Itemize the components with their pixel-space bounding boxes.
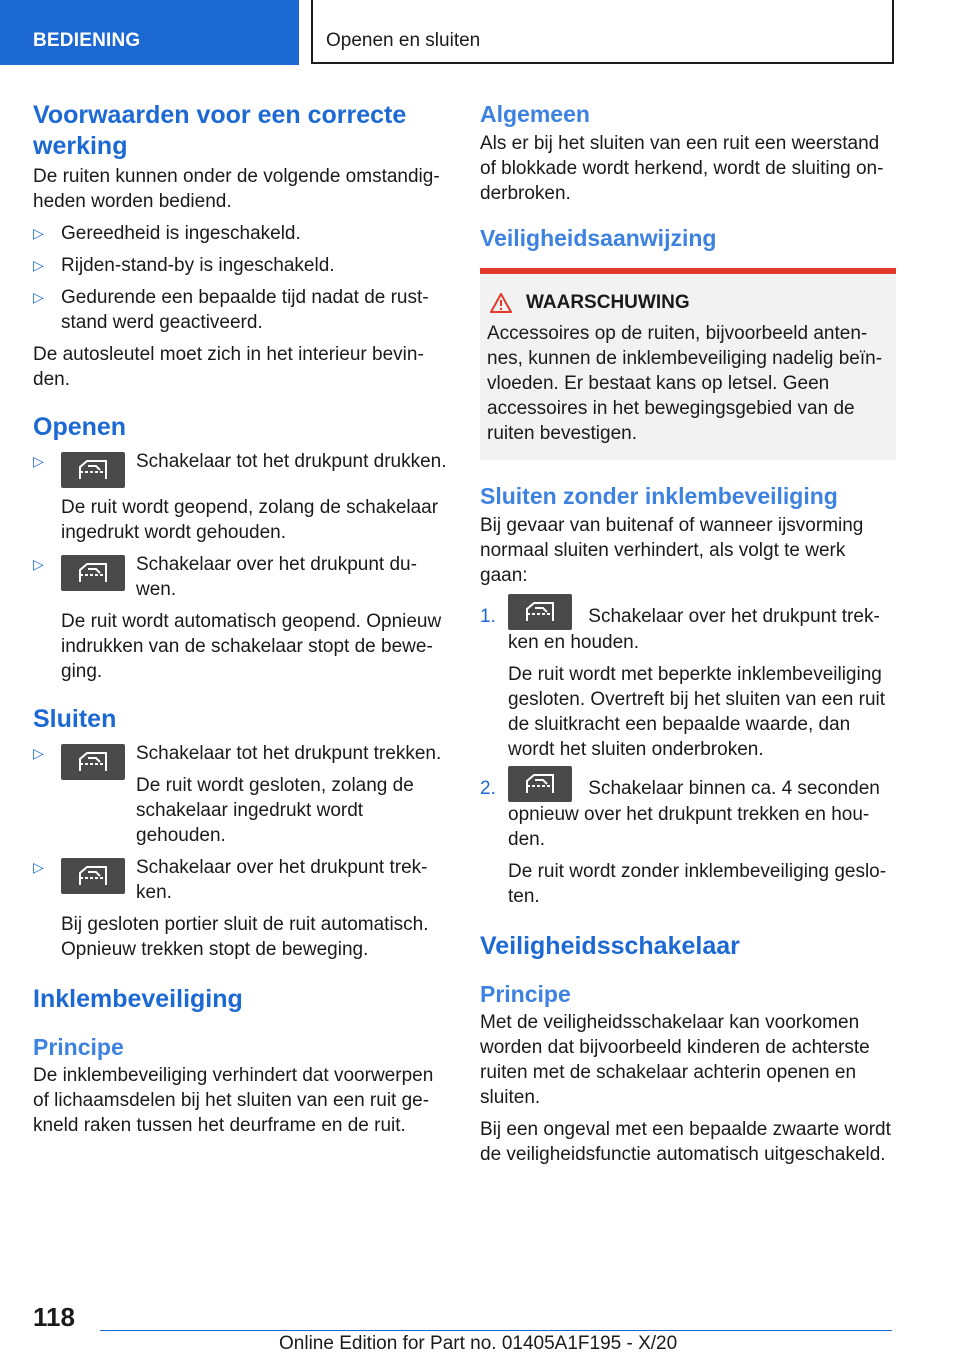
page-number: 118 (33, 1302, 75, 1332)
window-switch-icon (61, 858, 125, 894)
heading-algemeen: Algemeen (480, 101, 590, 127)
footer-edition: Online Edition for Part no. 01405A1F195 - X/20 (279, 1333, 678, 1354)
right-column (480, 100, 896, 1174)
warning-triangle-icon (490, 293, 512, 313)
button-label: Schakelaar over het drukpunt trekken. (136, 857, 428, 903)
list-item (33, 741, 449, 848)
section-title: Openen en sluiten (326, 30, 481, 51)
triangle-right-icon: ▷ (33, 225, 44, 241)
text-voorwaarden: De ruiten kunnen onder de volgende omstandigheden worden bediend. (33, 166, 440, 212)
window-switch-icon (61, 555, 125, 591)
sluiten-list (33, 741, 449, 962)
voorwaarden-list (33, 221, 449, 335)
footer-divider (100, 1330, 892, 1331)
text-autosleutel: De autosleutel moet zich in het interieur bevinden. (33, 344, 424, 390)
warning-text: Accessoires op de ruiten, bijvoorbeeld antennes, kunnen de inklembeveiliging nadelig beïnvloeden. Er bestaat kans op letsel. Geen accessoires in het bewegingsgebied van de ruiten bevestigen. (487, 323, 883, 444)
warning-box (480, 268, 896, 460)
step-number: 1. (480, 606, 496, 627)
heading-inklembeveiliging: Inklembeveiliging (33, 985, 243, 1013)
heading-voorwaarden: Voorwaarden voor een correcte werking (33, 101, 407, 160)
step-label: Schakelaar over het drukpunt trekken en houden. (508, 606, 880, 653)
button-label: Schakelaar tot het drukpunt drukken. (136, 451, 447, 472)
text-sluiten-zonder: Bij gevaar van buitenaf of wanneer ijsvorming normaal sluiten verhindert, als volgt te werk gaan: (480, 515, 864, 586)
list-item: ▷ Gereedheid is ingeschakeld. (33, 223, 301, 244)
heading-principe-2: Principe (480, 981, 571, 1007)
list-item (480, 776, 896, 909)
button-desc: De ruit wordt geopend, zolang de schakelaar ingedrukt wordt gehouden. (61, 497, 439, 543)
window-switch-icon (508, 766, 572, 802)
triangle-right-icon: ▷ (33, 859, 44, 875)
button-label: Schakelaar tot het drukpunt trekken. (136, 743, 442, 764)
section-header (311, 0, 894, 64)
step-desc: De ruit wordt zonder inklembeveiliging gesloten. (508, 861, 887, 907)
left-column (33, 100, 449, 1145)
step-label: Schakelaar binnen ca. 4 seconden opnieuw over het drukpunt trekken en houden. (508, 778, 880, 850)
chapter-label: BEDIENING (33, 30, 141, 51)
triangle-right-icon: ▷ (33, 257, 44, 273)
text-algemeen: Als er bij het sluiten van een ruit een weerstand of blokkade wordt herkend, wordt de sluiting onderbroken. (480, 133, 884, 204)
heading-sluiten-zonder: Sluiten zonder inklembeveiliging (480, 483, 838, 509)
warning-title: WAARSCHUWING (526, 292, 690, 313)
triangle-right-icon: ▷ (33, 453, 44, 469)
list-item (33, 552, 449, 684)
list-item: ▷ Gedurende een bepaalde tijd nadat de ruststand werd geactiveerd. (33, 287, 429, 333)
window-switch-icon (508, 594, 572, 630)
list-item (33, 449, 449, 545)
window-switch-icon (61, 452, 125, 488)
triangle-right-icon: ▷ (33, 745, 44, 761)
button-label: Schakelaar over het drukpunt duwen. (136, 554, 417, 600)
chapter-tab (0, 0, 299, 65)
heading-openen: Openen (33, 413, 127, 441)
text-principe-2a: Met de veiligheidsschakelaar kan voorkomen worden dat bijvoorbeeld kinderen de achterste ruiten met de schakelaar achterin openen en sluiten. (480, 1012, 870, 1108)
heading-veiligheidsschakelaar: Veiligheidsschakelaar (480, 932, 740, 960)
triangle-right-icon: ▷ (33, 289, 44, 305)
window-switch-icon (61, 744, 125, 780)
text-principe: De inklembeveiliging verhindert dat voorwerpen of lichaamsdelen bij het sluiten van een ruit gekneld raken tussen het deurframe en de ruit. (33, 1065, 434, 1136)
button-desc: De ruit wordt gesloten, zolang de schakelaar ingedrukt wordt gehouden. (136, 775, 414, 846)
step-number: 2. (480, 778, 496, 799)
heading-veiligheidsaanwijzing: Veiligheidsaanwijzing (480, 225, 717, 251)
list-item (33, 855, 449, 962)
button-desc: Bij gesloten portier sluit de ruit automatisch. Opnieuw trekken stopt de beweging. (61, 914, 429, 960)
list-item (480, 604, 896, 762)
steps-list (480, 604, 896, 909)
openen-list (33, 449, 449, 684)
heading-sluiten: Sluiten (33, 705, 117, 733)
button-desc: De ruit wordt automatisch geopend. Opnieuw indrukken van de schakelaar stopt de beweging. (61, 611, 442, 682)
text-principe-2b: Bij een ongeval met een bepaalde zwaarte wordt de veiligheidsfunctie automatisch uitgeschakeld. (480, 1119, 891, 1165)
step-desc: De ruit wordt met beperkte inklembeveiliging gesloten. Overtreft bij het sluiten van een ruit de sluitkracht een bepaalde waarde, dan wordt het sluiten onderbroken. (508, 664, 886, 760)
list-item: ▷ Rijden-stand-by is ingeschakeld. (33, 255, 335, 276)
triangle-right-icon: ▷ (33, 556, 44, 572)
heading-principe: Principe (33, 1034, 124, 1060)
